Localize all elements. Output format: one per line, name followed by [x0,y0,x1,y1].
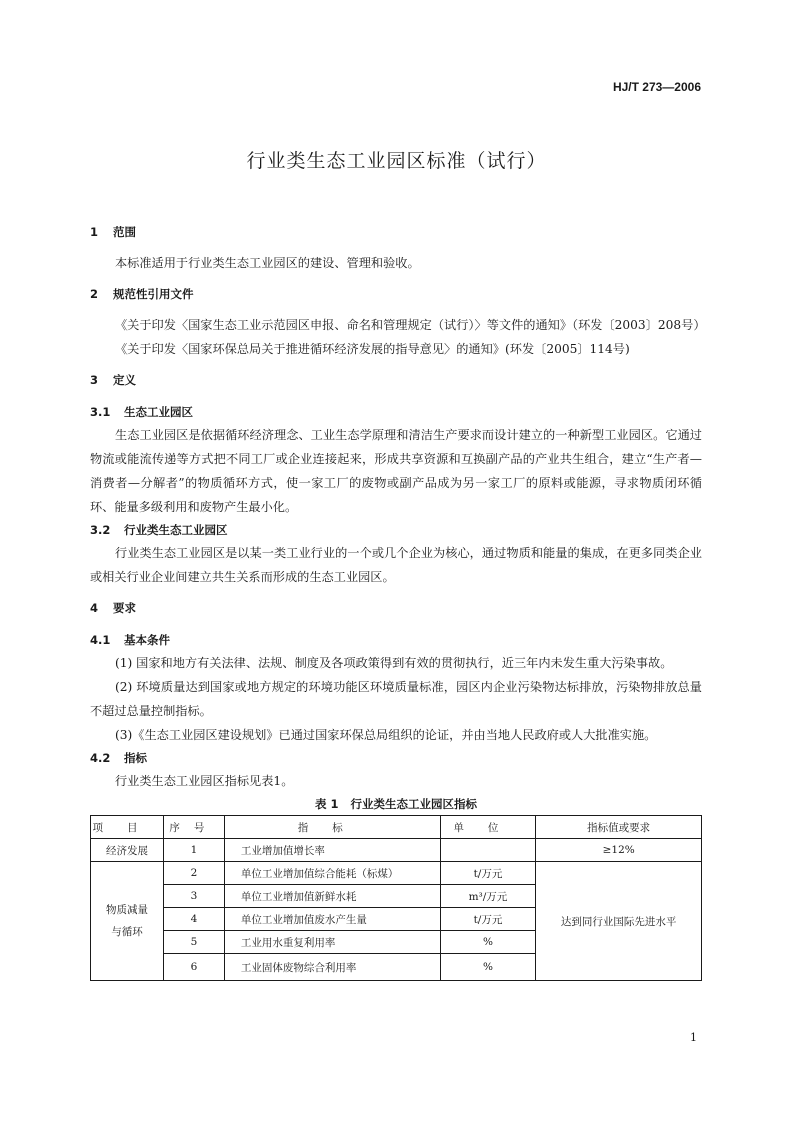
section-4-2-heading [90,747,702,769]
document-body [90,221,706,981]
section-title: 要求 [113,601,136,615]
section-4-1-heading [90,629,702,651]
section-2-heading [90,283,702,305]
seq-cell: 2 [163,862,224,885]
seq-cell: 1 [163,839,224,862]
section-title: 指标 [124,751,147,765]
section-title: 基本条件 [124,633,170,647]
seq-cell: 6 [163,954,224,981]
category-line: 物质减量 [105,904,148,916]
header-item: 项目 [91,816,164,839]
category-cell: 经济发展 [91,839,164,862]
section-title: 规范性引用文件 [113,287,194,301]
reference-1: 《关于印发〈国家生态工业示范园区申报、命名和管理规定（试行）〉等文件的通知》（环发〔2003〕208号） [115,318,706,332]
table-title: 行业类生态工业园区指标 [350,797,477,811]
section-title: 范围 [113,225,136,239]
section-3-heading [90,369,702,391]
paragraph: 生态工业园区是依据循环经济理念、工业生态学原理和清洁生产要求而设计建立的一种新型工业园区。它通过物流或能流传递等方式把不同工厂或企业连接起来，形成共享资源和互换副产品的产业共生组合，建立“生产者—消费者—分解者”的物质循环方式，使一家工厂的废物或副产品成为另一家工厂的原料或能源，寻求物质闭环循环、能量多级利用和废物产生最小化。 [90,428,702,514]
section-3-2-heading [90,519,702,541]
unit-cell: t/万元 [440,908,536,931]
condition-2: (2) 环境质量达到国家或地方规定的环境功能区环境质量标准，园区内企业污染物达标排放，污染物排放总量不超过总量控制指标。 [90,680,702,718]
section-title: 定义 [113,373,136,387]
unit-cell: % [440,931,536,954]
standard-code: HJ/T 273—2006 [612,80,701,94]
header-seq: 序号 [163,816,224,839]
section-4-heading [90,597,702,619]
section-number: 1 [90,225,99,239]
indicator-cell: 单位工业增加值综合能耗（标煤） [224,862,440,885]
section-number: 2 [90,287,99,301]
section-title: 生态工业园区 [124,405,193,419]
section-number: 3 [90,373,99,387]
condition-1: (1) 国家和地方有关法律、法规、制度及各项政策得到有效的贯彻执行，近三年内未发生重大污染事故。 [115,656,673,670]
table-caption [90,793,702,815]
table-header-row [91,816,702,839]
category-line: 与循环 [111,926,143,938]
seq-cell: 4 [163,908,224,931]
reference-2: 《关于印发〈国家环保总局关于推进循环经济发展的指导意见〉的通知》(环发〔2005〕114号) [115,342,630,356]
document-title: 行业类生态工业园区标准（试行） [246,150,547,172]
indicator-cell: 工业用水重复利用率 [224,931,440,954]
section-number: 4.1 [90,633,111,647]
paragraph: 行业类生态工业园区指标见表1。 [115,774,294,788]
seq-cell: 5 [163,931,224,954]
paragraph: 行业类生态工业园区是以某一类工业行业的一个或几个企业为核心，通过物质和能量的集成，在更多同类企业或相关行业企业间建立共生关系而形成的生态工业园区。 [90,546,702,584]
indicator-table [90,815,702,981]
section-3-1-heading [90,401,702,423]
seq-cell: 3 [163,885,224,908]
section-number: 4 [90,601,99,615]
indicator-cell: 单位工业增加值废水产生量 [224,908,440,931]
unit-cell: m³/万元 [440,885,536,908]
table-row [91,839,702,862]
table-row [91,862,702,885]
header-unit: 单位 [440,816,536,839]
condition-3: (3)《生态工业园区建设规划》已通过国家环保总局组织的论证，并由当地人民政府或人大批准实施。 [115,728,657,742]
indicator-cell: 单位工业增加值新鲜水耗 [224,885,440,908]
paragraph: 本标准适用于行业类生态工业园区的建设、管理和验收。 [115,256,420,270]
section-1-heading [90,221,702,243]
indicator-cell: 工业固体废物综合利用率 [224,954,440,981]
header-requirement: 指标值或要求 [536,816,702,839]
unit-cell: t/万元 [440,862,536,885]
header-indicator: 指标 [224,816,440,839]
unit-cell [440,839,536,862]
requirement-cell: 达到同行业国际先进水平 [536,862,702,981]
section-number: 3.1 [90,405,111,419]
page-number: 1 [690,1031,697,1044]
requirement-cell: ≥12% [536,839,702,862]
section-number: 4.2 [90,751,111,765]
section-number: 3.2 [90,523,111,537]
table-number: 表 1 [314,797,339,811]
indicator-cell: 工业增加值增长率 [224,839,440,862]
section-title: 行业类生态工业园区 [124,523,228,537]
unit-cell: % [440,954,536,981]
category-cell [91,862,164,981]
